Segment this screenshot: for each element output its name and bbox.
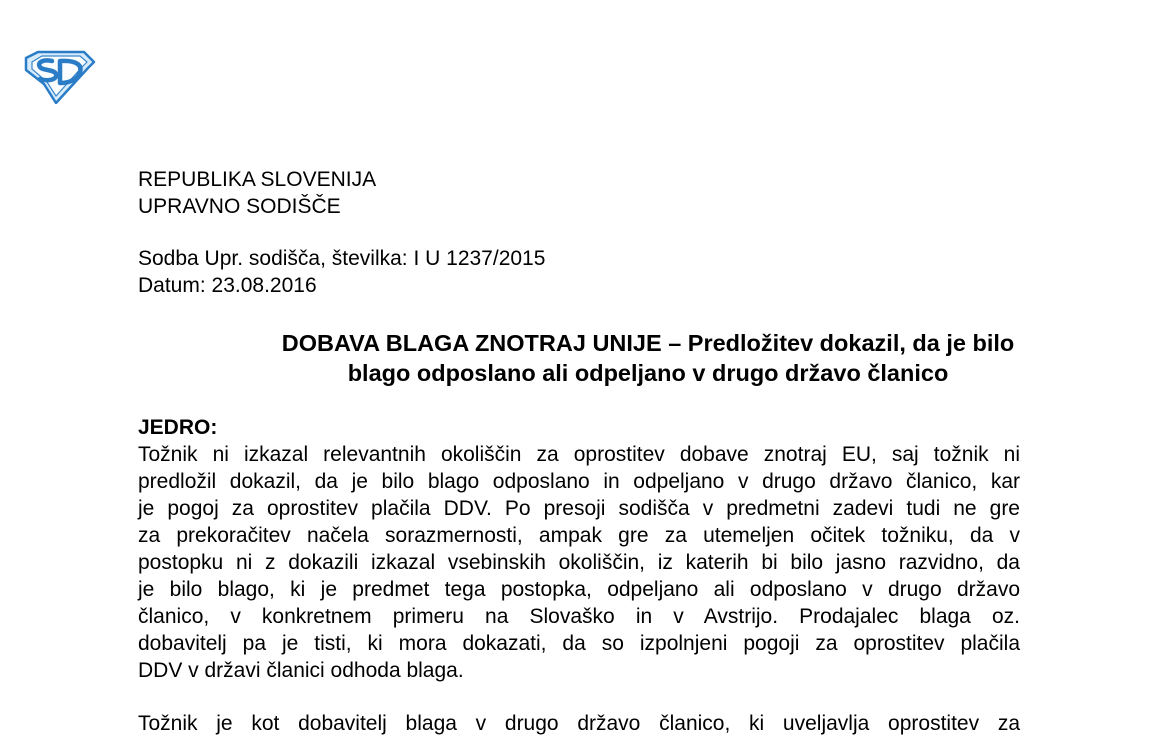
jedro-paragraph [138,441,1020,684]
ruling-number: Sodba Upr. sodišča, številka: I U 1237/2015 [138,247,546,270]
ruling-date: Datum: 23.08.2016 [138,274,317,297]
paragraph-line: postopku ni z dokazili izkazal vsebinskih okoliščin, iz katerih bi bilo jasno razvidno, da [138,551,1020,574]
paragraph-line: predložil dokazil, da je bilo blago odposlano in odpeljano v drugo državo članico, kar [138,470,1020,493]
ruling-meta [138,245,545,299]
court-name: UPRAVNO SODIŠČE [138,195,341,218]
second-paragraph [138,710,1020,737]
paragraph-line: članico, v konkretnem primeru na Slovaško in v Avstrijo. Prodajalec blaga oz. [138,605,1020,628]
paragraph-line: dobavitelj pa je tisti, ki mora dokazati, da so izpolnjeni pogoji za oprostitev plačila [138,632,1020,655]
jedro-heading: JEDRO: [138,416,218,439]
paragraph-line: DDV v državi članici odhoda blaga. [138,659,464,682]
country-name: REPUBLIKA SLOVENIJA [138,168,377,191]
paragraph-line: Tožnik je kot dobavitelj blaga v drugo državo članico, ki uveljavlja oprostitev za [138,712,1020,735]
court-logo [22,50,96,104]
paragraph-line: je pogoj za oprostitev plačila DDV. Po presoji sodišča v predmetni zadevi tudi ne gre [138,497,1020,520]
document-title [138,328,1157,388]
paragraph-line: je bilo blago, ki je predmet tega postopka, odpeljano ali odposlano v drugo državo [138,578,1020,601]
court-heading [138,166,376,220]
paragraph-line: Tožnik ni izkazal relevantnih okoliščin za oprostitev dobave znotraj EU, saj tožnik ni [138,443,1020,466]
title-line-1: DOBAVA BLAGA ZNOTRAJ UNIJE – Predložitev dokazil, da je bilo [281,330,1015,356]
title-line-2: blago odposlano ali odpeljano v drugo državo članico [347,360,949,386]
paragraph-line: za prekoračitev načela sorazmernosti, ampak gre za utemeljen očitek tožniku, da v [138,524,1020,547]
